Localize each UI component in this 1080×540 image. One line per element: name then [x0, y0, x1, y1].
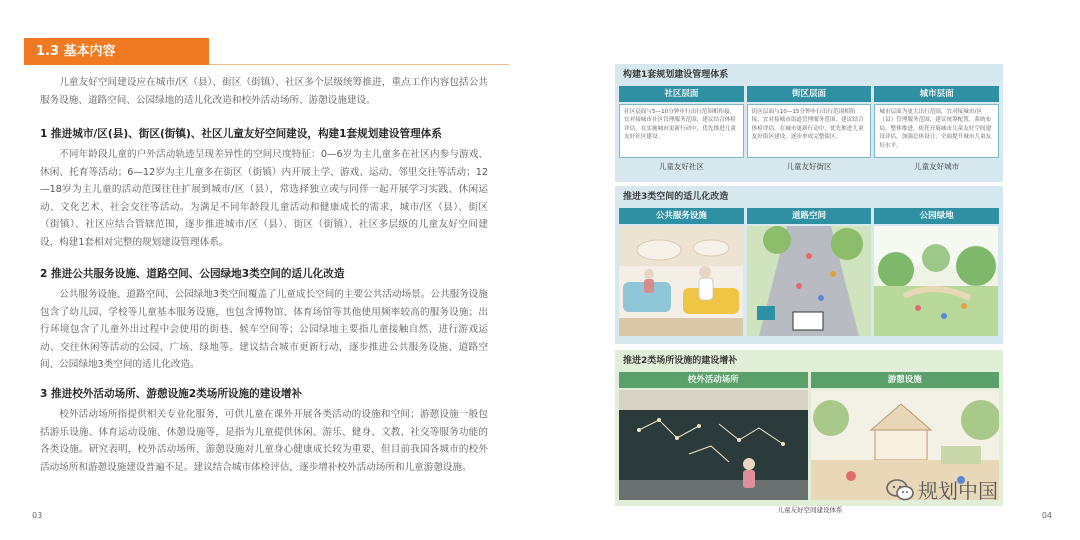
heading-2: 2 推进公共服务设施、道路空间、公园绿地3类空间的适儿化改造	[40, 268, 345, 280]
panel-title: 推进2类场所设施的建设增补	[623, 356, 738, 366]
heading-3: 3 推进校外活动场所、游憩设施2类场所设施的建设增补	[40, 388, 303, 400]
panel-planning-system	[615, 64, 1003, 182]
tab-block: 街区层面	[747, 86, 872, 102]
tab-park-green: 公园绿地	[874, 208, 999, 224]
tab-city: 城市层面	[874, 86, 999, 102]
section-rule	[209, 64, 509, 65]
caption-city: 儿童友好城市	[874, 160, 999, 174]
watermark-text: 规划中国	[918, 479, 998, 503]
panel-three-spaces	[615, 186, 1003, 344]
panel-title: 构建1套规划建设管理体系	[623, 70, 729, 80]
illustration-public-service	[619, 226, 744, 336]
heading-1: 1 推进城市/区(县)、街区(街镇)、社区儿童友好空间建设，构建1套规划建设管理体系	[40, 128, 442, 140]
tab-public-service: 公共服务设施	[619, 208, 744, 224]
tab-community: 社区层面	[619, 86, 744, 102]
figure-caption: 儿童友好空间建设体系	[777, 506, 843, 514]
illustration-park-green	[874, 226, 999, 336]
block-description: 街区层面与10—15分钟步行出行范围相衔接，宜对接城市街道管理服务范围，建议结合体检评估，在城市更新行动中，优先推进儿童友好街区建设，逐步形成完整街区。	[747, 104, 872, 158]
watermark-logo	[886, 475, 998, 504]
paragraph-1: 不同年龄段儿童的户外活动轨迹呈现差异性的空间尺度特征：0—6岁为主儿童多在社区内参与游戏、休闲、托育等活动；6—12岁为主儿童多在街区（街镇）内开展上学、游戏、运动、邻里交往等活动；12—18岁为主儿童的活动范围往往扩展到城市/区（县），常选择独立或与同伴一起开展学习实践、休闲运动、文化艺术、社会交往等活动。为满足不同年龄段儿童活动和健康成长的需求，城市/区（县）、街区（街镇）、社区应结合管辖范围，逐步推进城市/区（县）、街区（街镇）、社区多层级的儿童友好空间建设，构建1套相对完整的规划建设管理体系。	[40, 149, 488, 248]
paragraph-2: 公共服务设施、道路空间、公园绿地3类空间覆盖了儿童成长空间的主要公共活动场景。公共服务设施包含了幼儿园、学校等儿童基本服务设施，也包含博物馆、体育场馆等其他使用频率较高的服务设施；出行环境包含了儿童外出过程中会使用的街巷、候车空间等；公园绿地主要指儿童接触自然、进行游戏运动、交往休闲等活动的公园、广场、绿地等。建议结合城市更新行动，逐步推进公共服务设施、道路空间、公园绿地3类空间的适儿化改造。	[40, 289, 488, 371]
illustration-after-school	[619, 390, 808, 500]
tab-after-school: 校外活动场所	[619, 372, 808, 388]
tab-recreation: 游憩设施	[811, 372, 1000, 388]
wechat-icon	[886, 479, 914, 501]
section-title: 1.3 基本内容	[24, 38, 209, 65]
page-number-right: 04	[1041, 511, 1052, 520]
caption-block: 儿童友好街区	[747, 160, 872, 174]
panel-title: 推进3类空间的适儿化改造	[623, 192, 729, 202]
caption-community: 儿童友好社区	[619, 160, 744, 174]
intro-paragraph: 儿童友好空间建设应在城市/区（县）、街区（街镇）、社区多个层级统筹推进，重点工作内容包括公共服务设施、道路空间、公园绿地的适儿化改造和校外活动场所、游憩设施建设。	[40, 77, 488, 106]
illustration-road-space	[747, 226, 872, 336]
community-description: 社区层面与5—10分钟步行出行范围相衔接，宜对接城市社区管理服务范围，建议结合体检评估，在实施城市更新行动中，优先推进儿童友好社区建设。	[619, 104, 744, 158]
tab-road-space: 道路空间	[747, 208, 872, 224]
page-number-left: 03	[32, 511, 43, 520]
paragraph-3: 校外活动场所指提供相关专业化服务，可供儿童在课外开展各类活动的设施和空间；游憩设施一般包括游乐设施、体育运动设施、休憩设施等，是指为儿童提供休闲、游乐、健身、文教、社交等服务功能的各类设施。研究表明，校外活动场所、游憩设施对儿童身心健康成长较为重要，但目前我国各城市的校外活动场所和游憩设施建设普遍不足。建议结合城市体检评估，逐步增补校外活动场所和儿童游憩设施。	[40, 409, 488, 473]
right-page	[540, 0, 1080, 540]
city-description: 城市层面为更大出行范围，宜对接城市/区（县）管理服务范围，建议统筹配置，系统布局，整体推进，依托开展城市儿童友好空间建设评估，加强总体设计，全面提升城市儿童友好水平。	[874, 104, 999, 158]
